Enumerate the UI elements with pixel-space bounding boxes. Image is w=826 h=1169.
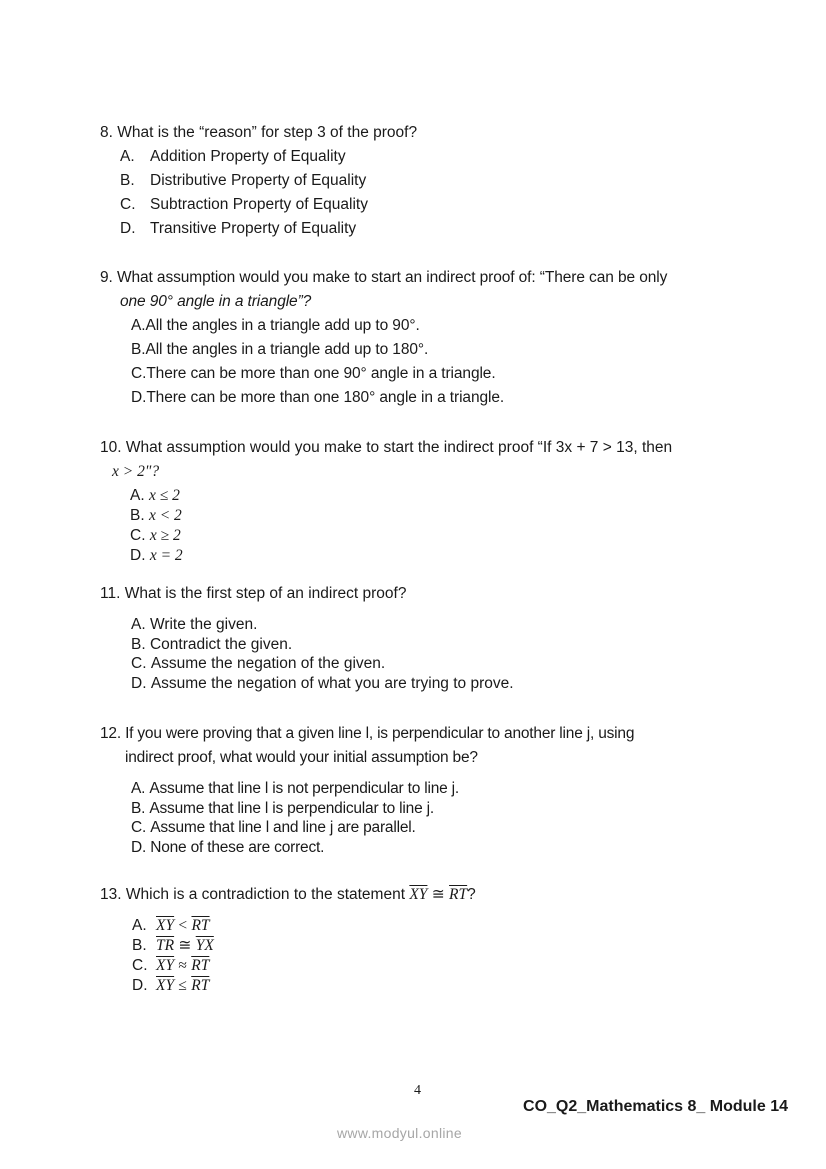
option-text: All the angles in a triangle add up to 90°.	[145, 317, 420, 334]
question-number: 13.	[100, 886, 122, 903]
option-text: x ≤ 2	[148, 487, 180, 504]
question-8	[100, 121, 740, 241]
option-text: Write the given.	[149, 616, 258, 633]
question-11	[100, 582, 740, 693]
question-13	[100, 883, 740, 996]
option-text: Assume that line l and line j are parallel.	[150, 819, 416, 836]
option-text: x < 2	[148, 507, 182, 524]
option-letter: D.	[130, 547, 146, 564]
option-letter: B.	[132, 937, 147, 954]
option-c	[131, 362, 740, 386]
page-number: 4	[414, 1083, 421, 1098]
question-12	[100, 722, 740, 857]
option-letter: B.	[120, 172, 135, 189]
segment-left: $\overline{XY}$	[156, 917, 175, 934]
segment-right: $\overline{YX}$	[195, 937, 214, 954]
option-text: Assume the negation of the given.	[150, 655, 386, 672]
segment-left: $\overline{TR}$	[156, 937, 175, 954]
option-letter: A.	[131, 616, 146, 633]
question-text-line2: indirect proof, what would your initial assumption be?	[125, 749, 478, 766]
option-letter: A.	[131, 780, 146, 797]
option-a	[131, 779, 740, 799]
option-letter: D.	[131, 389, 147, 406]
option-b	[120, 169, 740, 193]
relation-symbol: ≤	[178, 977, 187, 994]
question-number: 11.	[100, 585, 121, 602]
option-text: x ≥ 2	[149, 527, 181, 544]
option-letter: A.	[132, 917, 147, 934]
option-a	[131, 615, 740, 635]
relation-symbol: ≈	[178, 957, 187, 974]
question-stem	[100, 722, 740, 746]
option-letter: D.	[132, 977, 148, 994]
question-stem	[100, 582, 740, 606]
option-letter: B.	[131, 799, 146, 817]
option-letter: B.	[130, 507, 145, 524]
option-a	[120, 145, 740, 169]
question-number: 12.	[100, 725, 121, 742]
option-text: There can be more than one 90° angle in a triangle.	[146, 365, 496, 382]
question-text-line1: What assumption would you make to start the indirect proof “If 3x + 7 > 13, then	[125, 439, 673, 456]
question-text-line1: What assumption would you make to start an indirect proof of: “There can be only	[116, 269, 668, 286]
option-letter: B.	[131, 341, 146, 358]
option-c	[120, 193, 740, 217]
option-a	[131, 314, 740, 338]
question-text-line2: x > 2"?	[112, 463, 160, 480]
option-letter: C.	[120, 196, 136, 213]
question-stem	[100, 121, 740, 145]
question-number: 9.	[100, 269, 113, 286]
option-text: Assume that line l is not perpendicular to line j.	[149, 780, 460, 797]
option-letter: D.	[131, 674, 147, 692]
option-letter: C.	[132, 957, 148, 974]
option-letter: C.	[131, 819, 147, 836]
option-letter: A.	[131, 317, 146, 334]
question-stem	[100, 436, 740, 460]
segment-xy: $\overline{XY}$	[409, 886, 428, 903]
question-stem	[100, 883, 740, 907]
option-text: Distributive Property of Equality	[150, 172, 367, 189]
segment-right: $\overline{RT}$	[191, 917, 210, 934]
question-mark: ?	[467, 886, 476, 903]
segment-right: $\overline{RT}$	[191, 957, 210, 974]
segment-right: $\overline{RT}$	[191, 977, 210, 994]
question-number: 10.	[100, 439, 122, 456]
option-letter: A.	[120, 148, 135, 165]
option-text: Transitive Property of Equality	[150, 220, 357, 237]
option-text: x = 2	[149, 547, 183, 564]
option-letter: D.	[120, 220, 136, 237]
segment-rt: $\overline{RT}$	[449, 886, 468, 903]
option-d	[131, 838, 740, 858]
option-c	[130, 526, 740, 546]
option-text: Subtraction Property of Equality	[150, 196, 368, 213]
option-b	[131, 799, 740, 819]
option-text: Assume the negation of what you are trying to prove.	[150, 674, 514, 692]
option-letter: B.	[131, 635, 146, 653]
option-d	[132, 976, 740, 996]
option-d	[131, 674, 740, 694]
segment-left: $\overline{XY}$	[156, 977, 175, 994]
watermark: www.modyul.online	[337, 1125, 462, 1141]
option-b	[131, 338, 740, 362]
question-text: What is the “reason” for step 3 of the proof?	[117, 124, 418, 141]
option-a	[132, 916, 740, 936]
option-letter: C.	[130, 527, 146, 544]
option-c	[131, 818, 740, 838]
option-letter: C.	[131, 365, 147, 382]
option-a	[130, 486, 740, 506]
option-d	[130, 546, 740, 566]
option-d	[131, 386, 740, 410]
option-letter: C.	[131, 655, 147, 672]
option-b	[132, 936, 740, 956]
segment-left: $\overline{XY}$	[156, 957, 175, 974]
option-d	[120, 217, 740, 241]
question-number: 8.	[100, 124, 113, 141]
question-text-line2: one 90° angle in a triangle”?	[120, 293, 312, 310]
option-text: Contradict the given.	[149, 635, 293, 653]
option-text: Addition Property of Equality	[150, 148, 346, 165]
option-c	[131, 654, 740, 674]
option-text: None of these are correct.	[150, 838, 325, 856]
option-letter: A.	[130, 487, 145, 504]
relation-symbol: ≅	[178, 937, 192, 954]
module-label: CO_Q2_Mathematics 8_ Module 14	[523, 1098, 788, 1115]
option-b	[130, 506, 740, 526]
question-9	[100, 266, 740, 410]
option-b	[131, 635, 740, 655]
option-c	[132, 956, 740, 976]
option-text: All the angles in a triangle add up to 180°.	[145, 341, 429, 358]
option-letter: D.	[131, 838, 147, 856]
question-stem	[100, 266, 740, 290]
option-text: Assume that line l is perpendicular to line j.	[149, 799, 434, 817]
congruent-symbol: ≅	[431, 886, 445, 903]
question-text: Which is a contradiction to the statement	[125, 886, 406, 903]
question-text: What is the first step of an indirect proof?	[124, 585, 407, 602]
question-text-line1: If you were proving that a given line l, is perpendicular to another line j, using	[125, 725, 635, 742]
relation-symbol: <	[178, 917, 188, 934]
question-10	[100, 436, 740, 566]
option-text: There can be more than one 180° angle in a triangle.	[146, 389, 505, 406]
